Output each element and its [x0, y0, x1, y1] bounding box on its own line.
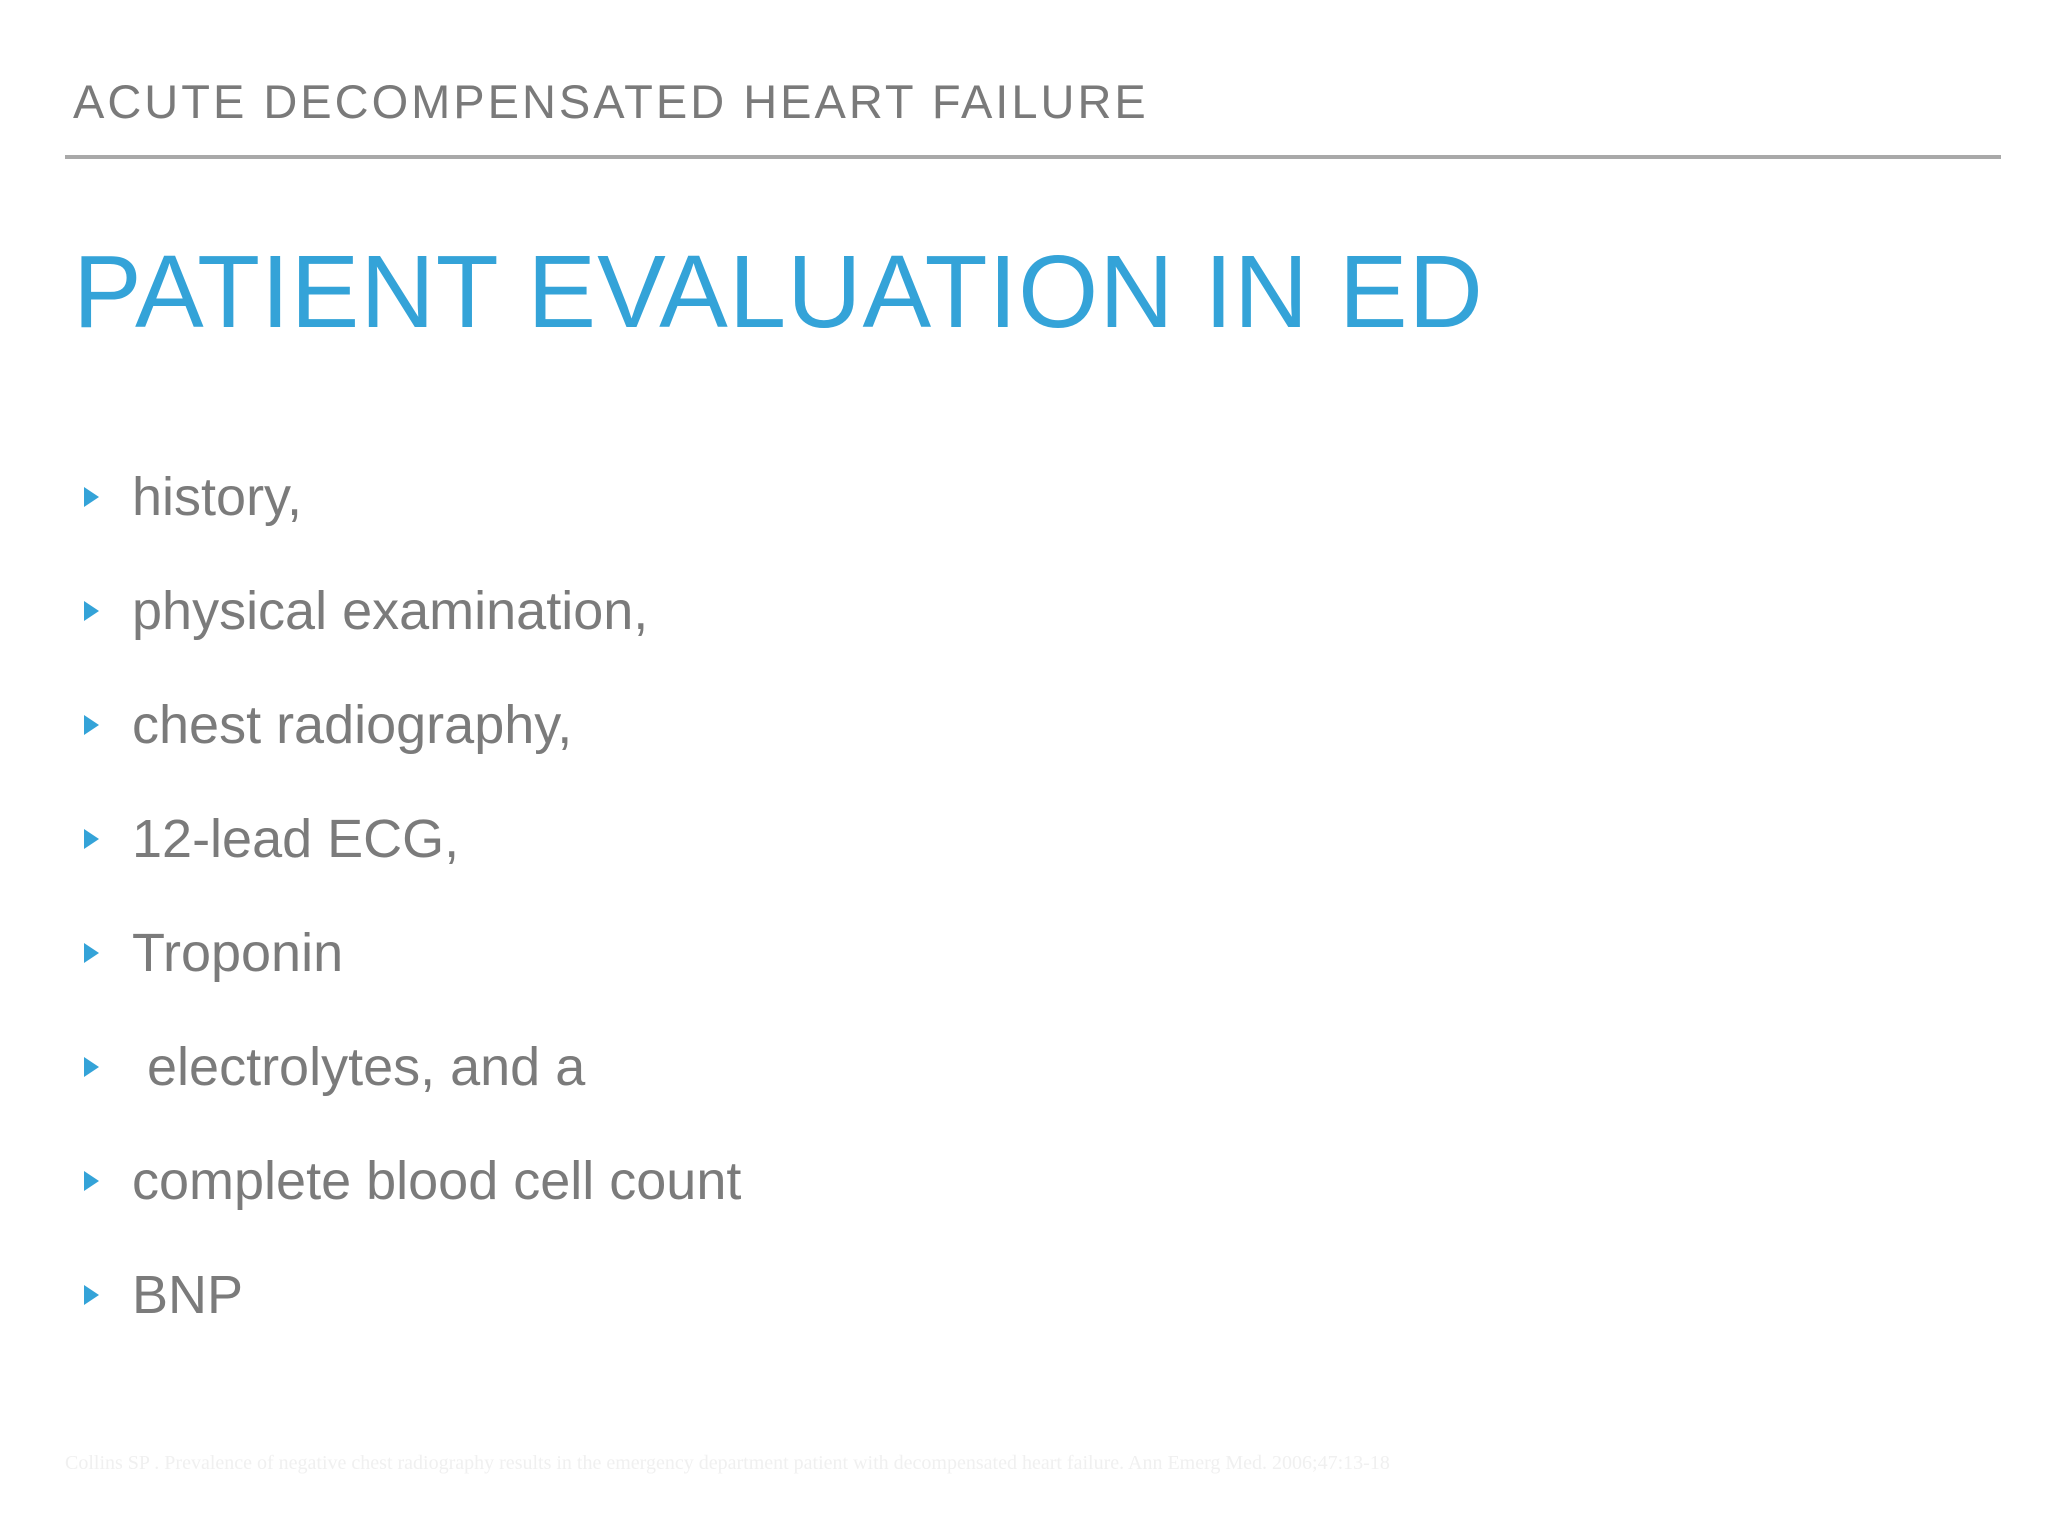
list-item-text: BNP [132, 1265, 244, 1325]
list-item [84, 1010, 741, 1124]
header-divider [65, 155, 2001, 159]
list-item-text: complete blood cell count [132, 1151, 742, 1211]
footnote-citation: Collins SP . Prevalence of negative chest radiography results in the emergency department patient with decompensated heart failure. Ann Emerg Med. 2006;47:13-18 [65, 1452, 1390, 1474]
triangle-right-icon [84, 487, 99, 507]
list-item [84, 1238, 741, 1352]
list-item-text: electrolytes, and a [132, 1037, 586, 1097]
triangle-right-icon [84, 1171, 99, 1191]
triangle-right-icon [84, 601, 99, 621]
list-item-text: 12-lead ECG, [132, 809, 460, 869]
slide-title: PATIENT EVALUATION IN ED [73, 234, 1484, 349]
triangle-right-icon [84, 943, 99, 963]
list-item-text: history, [132, 467, 303, 527]
section-header: ACUTE DECOMPENSATED HEART FAILURE [73, 75, 1149, 128]
triangle-right-icon [84, 715, 99, 735]
list-item-text: physical examination, [132, 581, 649, 641]
triangle-right-icon [84, 829, 99, 849]
list-item [84, 440, 741, 554]
triangle-right-icon [84, 1057, 99, 1077]
list-item-text: chest radiography, [132, 695, 573, 755]
list-item [84, 554, 741, 668]
list-item [84, 1124, 741, 1238]
triangle-right-icon [84, 1285, 99, 1305]
list-item [84, 668, 741, 782]
bullet-list [84, 440, 741, 1352]
list-item [84, 896, 741, 1010]
list-item [84, 782, 741, 896]
list-item-text: Troponin [132, 923, 344, 983]
